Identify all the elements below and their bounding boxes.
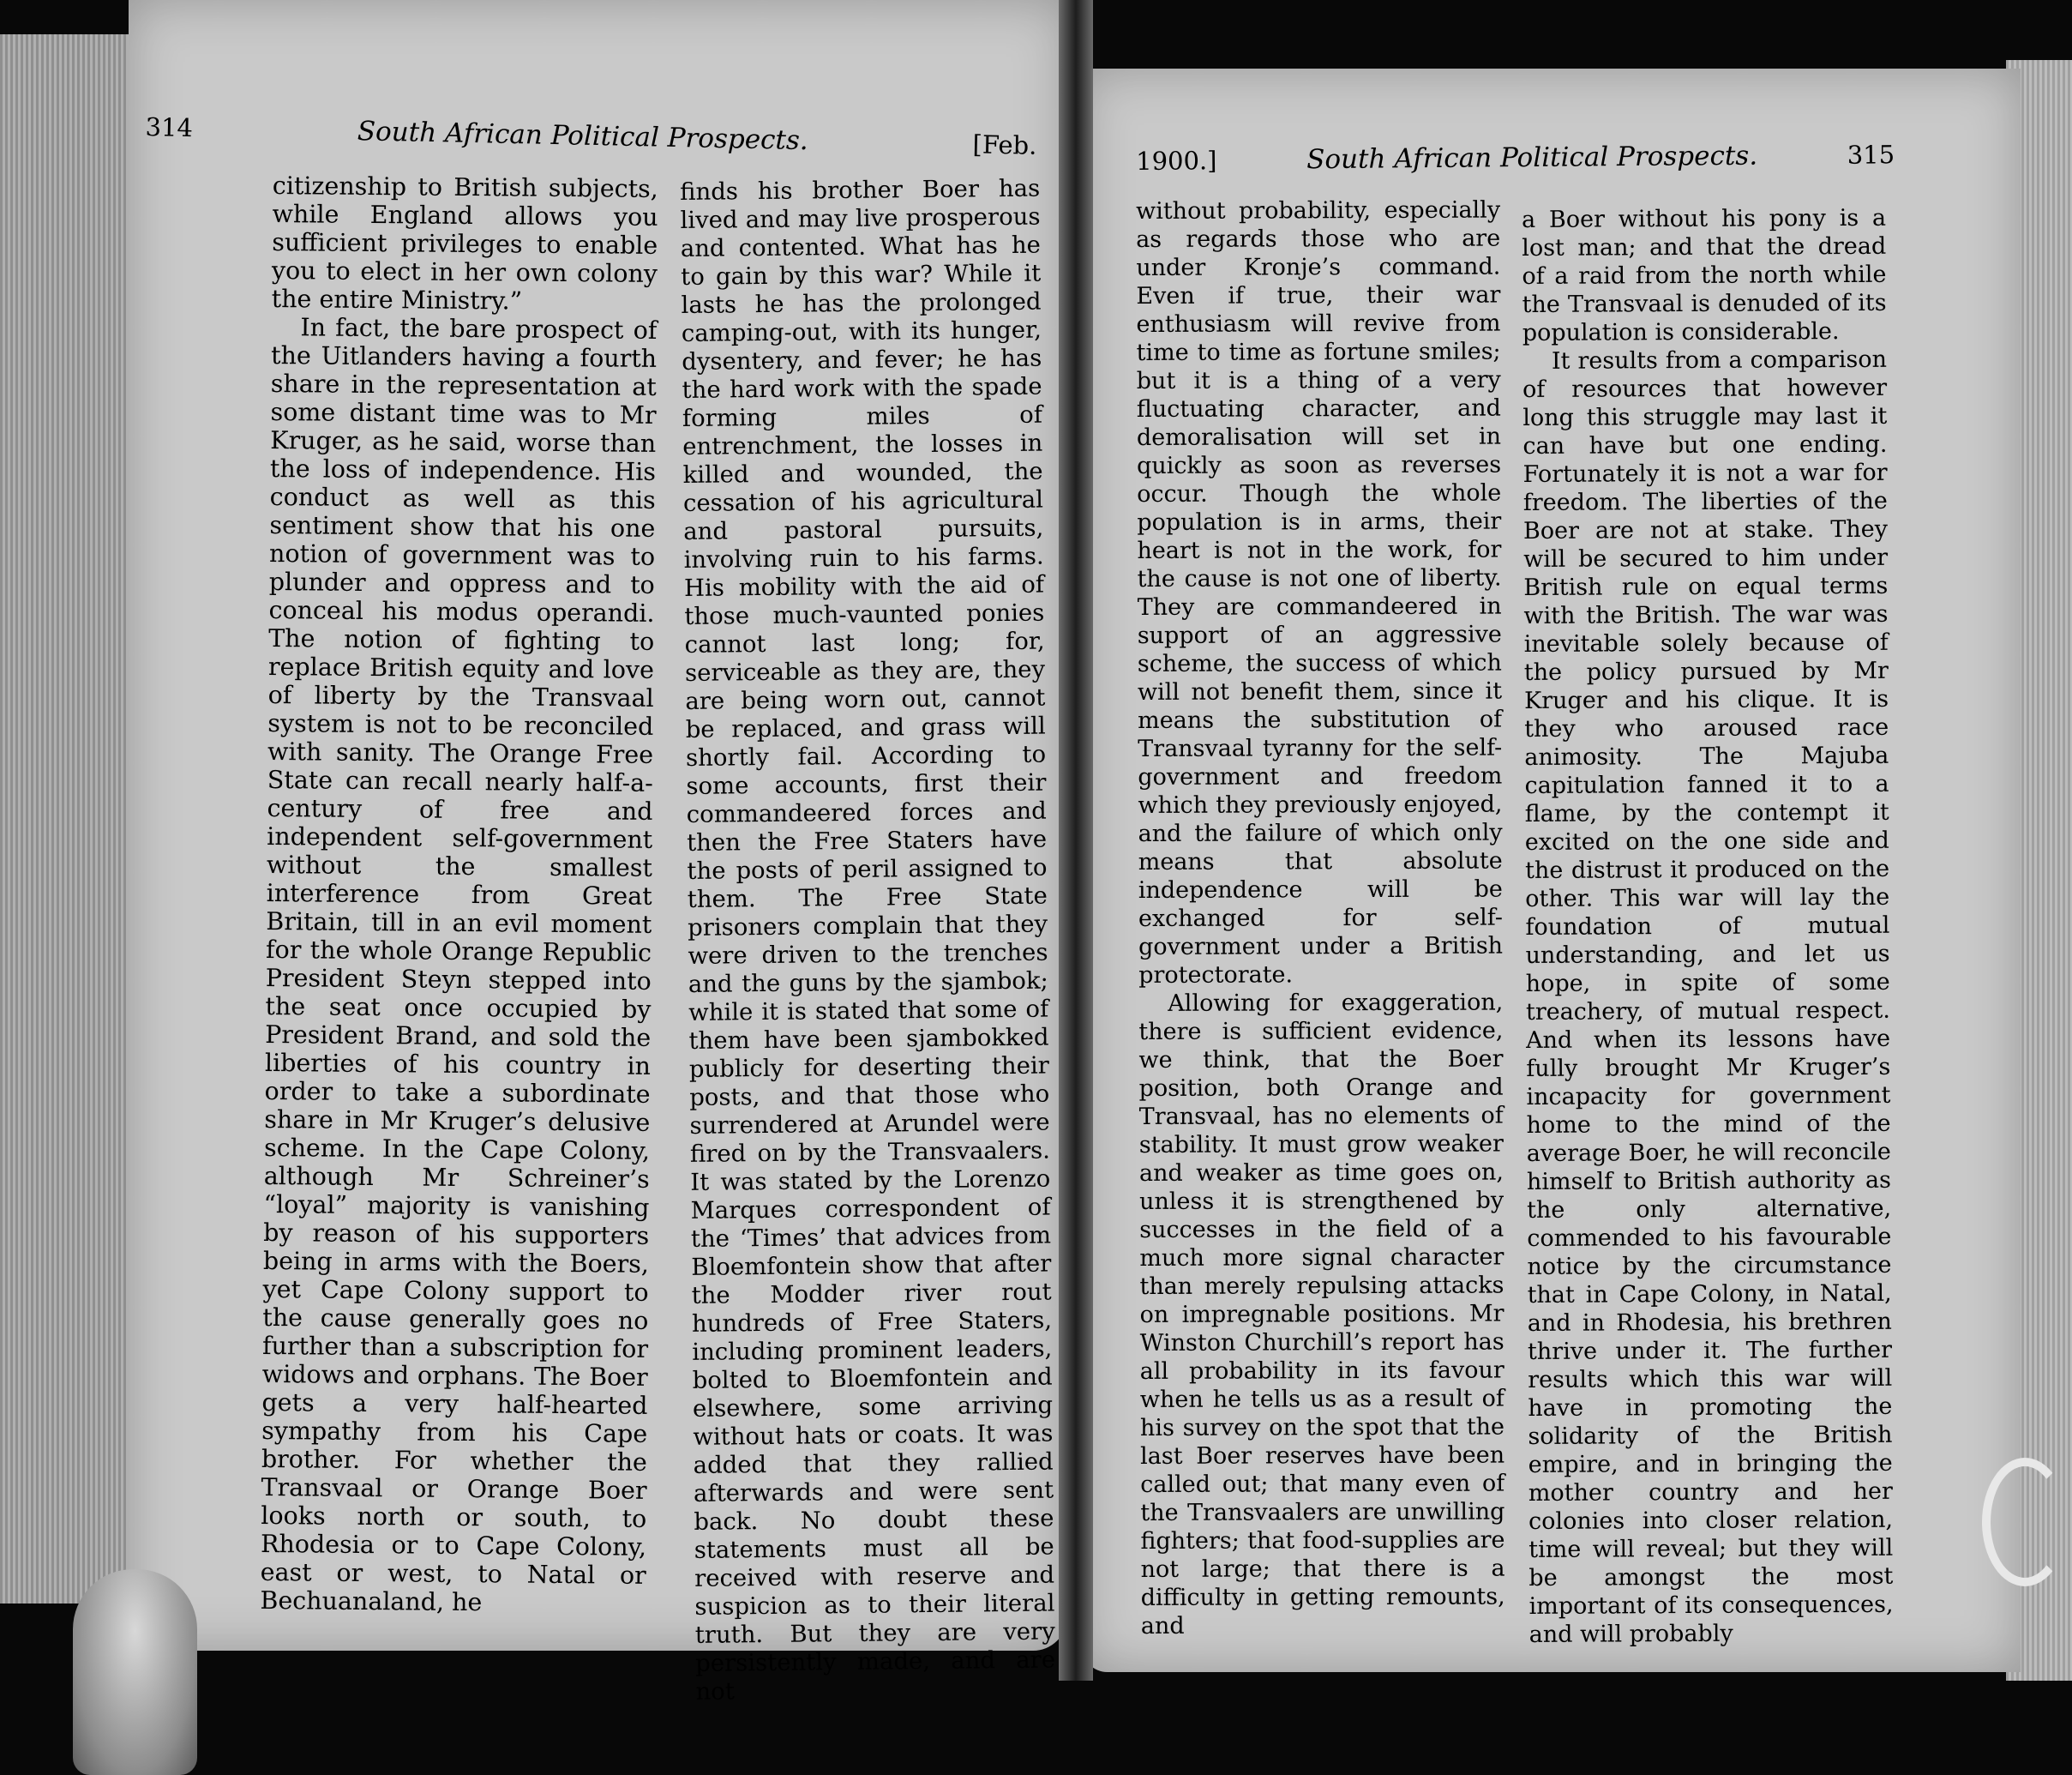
date-right: 1900.]	[1136, 146, 1217, 176]
running-title-right: South African Political Prospects.	[1306, 140, 1758, 176]
text-column-4	[1522, 204, 1894, 1649]
book-spine	[1059, 0, 1093, 1681]
paragraph: finds his brother Boer has lived and may live prosperous and contented. What has he to gain by this war? While it lasts he has the prolonged camping-out, with its hunger, dysentery, and fever; he has the hard work with the spade forming miles of entrenchment, the losses in killed and wounded, the cessation of his agricultural and pastoral pursuits, involving ruin to his farms. His mobility with the aid of those much-vaunted ponies cannot last long; for, serviceable as they are, they are being worn out, cannot be replaced, and grass will shortly fail. According to some accounts, first their commandeered forces and then the Free Staters have the posts of peril assigned to them. The Free State prisoners complain that they were driven to the trenches and the guns by the sjambok; while it is stated that some of them have been sjambokked publicly for deserting their posts, and that those who surrendered at Arundel were fired on by the Transvaalers. It was stated by the Lorenzo Marques correspondent of the ‘Times’ that advices from Bloemfontein show that after the Modder river rout hundreds of Free Staters, including prominent leaders, bolted to Bloemfontein and elsewhere, some arriving without hats or coats. It was added that they rallied afterwards and were sent back. No doubt these statements must all be received with reserve and suspicion as to their literal truth. But they are very persistently made, and are not	[680, 174, 1056, 1706]
text-column-2	[680, 175, 1056, 1706]
running-title-left: South African Political Prospects.	[357, 116, 809, 157]
paragraph: a Boer without his pony is a lost man; and that the dread of a raid from the north while the Transvaal is denuded of its population is considerable.	[1522, 204, 1887, 346]
page-number-left: 314	[145, 111, 194, 143]
binder-ring	[1982, 1458, 2068, 1586]
date-left: [Feb.	[972, 129, 1037, 160]
paragraph: It results from a comparison of resources that however long this struggle may last it can have but one ending. Fortunately it is not a war for freedom. The liberties of the Boer are not at stake. They will be secured to him under British rule on equal terms with the British. The war was inevitable solely because of the policy pursued by Mr Kruger and his clique. It is they who aroused race animosity. The Majuba capitulation fanned it to a flame, by the contempt it excited on the one side and the distrust it produced on the other. This war will lay the foundation of mutual understanding, and let us hope, in spite of some treachery, of mutual respect. And when its lessons have fully brought Mr Kruger’s incapacity for government home to the mind of the average Boer, he will reconcile himself to British authority as the only alternative, commended to his favourable notice by the circumstance that in Cape Colony, in Natal, and in Rhodesia, his brethren thrive under it. The further results which this war will have in promoting the solidarity of the British empire, and in bringing the mother country and her colonies into closer relation, time will reveal; but they will be amongst the most important of its consequences, and will probably	[1522, 346, 1894, 1648]
paragraph: Allowing for exaggeration, there is sufficient evidence, we think, that the Boer position, both Orange and Transvaal, has no elements of stability. It must grow weaker and weaker as time goes on, unless it is strengthened by successes in the field of a much more signal character than merely repulsing attacks on impregnable positions. Mr Winston Churchill’s report has all probability in its favour when he tells us as a result of his survey on the spot that the last Boer reserves have been called out; that many even of the Transvaalers are unwilling fighters; that food-supplies are not large; that there is a difficulty in getting remounts, and	[1138, 989, 1505, 1640]
paragraph: citizenship to British subjects, while England allows you sufficient privileges to enable you to elect in her own colony the entire Ministry.”	[271, 171, 658, 316]
thumb	[73, 1569, 197, 1775]
text-column-3	[1136, 196, 1505, 1640]
page-number-right: 315	[1847, 140, 1895, 170]
page-edges-left	[0, 34, 141, 1604]
paragraph: without probability, especially as regards those who are under Kronje’s command. Even if true, their war enthusiasm will revive from time to time as fortune smiles; but it is a thing of a very fluctuating character, and demoralisation will set in quickly as soon as reverses occur. Though the whole population is in arms, their heart is not in the work, for the cause is not one of liberty. They are commandeered in support of an aggressive scheme, the success of which will not benefit them, since it means the substitution of Transvaal tyranny for the self-government and freedom which they previously enjoyed, and the failure of which only means that absolute independence will be exchanged for self-government under a British protectorate.	[1136, 196, 1504, 989]
text-column-1	[260, 171, 658, 1618]
paragraph: In fact, the bare prospect of the Uitlanders having a fourth share in the representation at some distant time was to Mr Kruger, as he said, worse than the loss of independence. His conduct as well as this sentiment show that his one notion of government was to plunder and oppress and to conceal his modus operandi. The notion of fighting to replace British equity and love of liberty by the Transvaal system is not to be reconciled with sanity. The Orange Free State can recall nearly half-a-century of free and independent self-government without the smallest interference from Great Britain, till in an evil moment for the whole Orange Republic President Steyn stepped into the seat once occupied by President Brand, and sold the liberties of his country in order to take a subordinate share in Mr Kruger’s delusive scheme. In the Cape Colony, although Mr Schreiner’s “loyal” majority is vanishing by reason of his supporters being in arms with the Boers, yet Cape Colony support to the cause generally goes no further than a subscription for widows and orphans. The Boer gets a very half-hearted sympathy from his Cape brother. For whether the Transvaal or Orange Boer looks north or south, to Rhodesia or to Cape Colony, east or west, to Natal or Bechuanaland, he	[260, 313, 658, 1617]
